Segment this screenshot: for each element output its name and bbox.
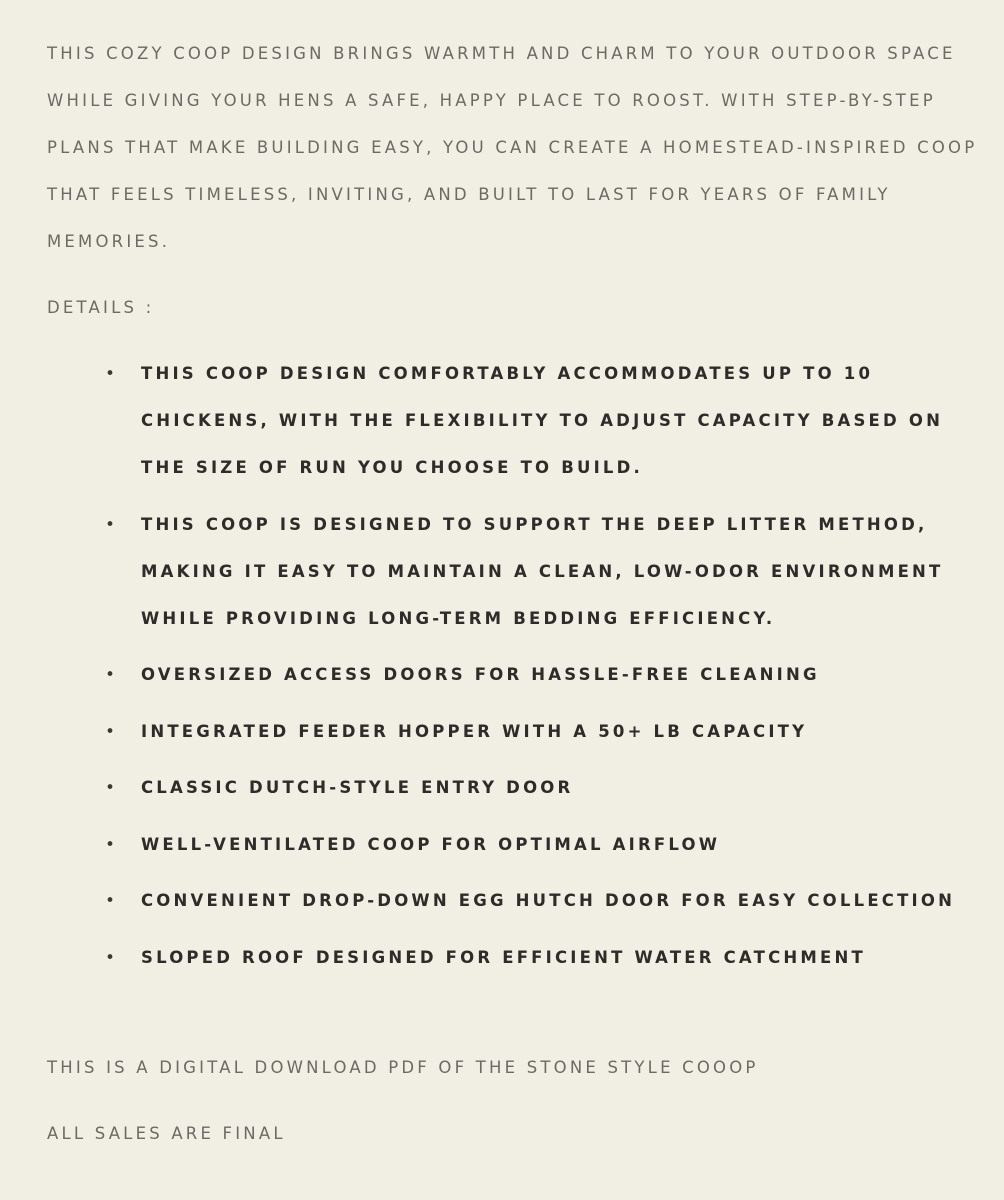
feature-item [0, 501, 961, 642]
feature-text: THIS COOP DESIGN COMFORTABLY ACCOMMODATES UP TO 10 CHICKENS, WITH THE FLEXIBILITY TO ADJUST CAPACITY BASED ON THE SIZE OF RUN YOU CHOOSE TO BUILD. [141, 364, 944, 477]
feature-text: OVERSIZED ACCESS DOORS FOR HASSLE-FREE CLEANING [141, 665, 820, 684]
sales-policy-note: ALL SALES ARE FINAL [47, 1124, 286, 1143]
bullet-icon: • [105, 364, 115, 383]
feature-item [0, 934, 961, 981]
digital-download-note: THIS IS A DIGITAL DOWNLOAD PDF OF THE STONE STYLE COOOP [47, 1058, 759, 1077]
feature-item [0, 350, 961, 491]
bullet-icon: • [105, 514, 115, 534]
intro-paragraph: THIS COZY COOP DESIGN BRINGS WARMTH AND CHARM TO YOUR OUTDOOR SPACE WHILE GIVING YOUR HENS A SAFE, HAPPY PLACE TO ROOST. WITH STEP-BY-STEP PLANS THAT MAKE BUILDING EASY, YOU CAN CREATE A HOMESTEAD-INSPIRED COOP THAT FEELS TIMELESS, INVITING, AND BUILT TO LAST FOR YEARS OF FAMILY MEMORIES. [47, 44, 978, 251]
feature-text: WELL-VENTILATED COOP FOR OPTIMAL AIRFLOW [141, 834, 721, 854]
feature-text: INTEGRATED FEEDER HOPPER WITH A 50+ LB CAPACITY [141, 721, 808, 741]
feature-text: CLASSIC DUTCH-STYLE ENTRY DOOR [141, 778, 574, 797]
feature-item [0, 821, 961, 868]
feature-text: SLOPED ROOF DESIGNED FOR EFFICIENT WATER CATCHMENT [141, 947, 866, 967]
details-heading: DETAILS : [47, 298, 155, 317]
features-list [0, 350, 1004, 990]
feature-text: CONVENIENT DROP-DOWN EGG HUTCH DOOR FOR EASY COLLECTION [141, 891, 956, 910]
bullet-icon: • [105, 778, 115, 797]
feature-item [0, 651, 961, 698]
feature-text: THIS COOP IS DESIGNED TO SUPPORT THE DEEP LITTER METHOD, MAKING IT EASY TO MAINTAIN A CLEAN, LOW-ODOR ENVIRONMENT WHILE PROVIDING LONG-TERM BEDDING EFFICIENCY. [141, 514, 944, 628]
bullet-icon: • [105, 665, 115, 684]
bullet-icon: • [105, 721, 115, 741]
feature-item [0, 764, 961, 811]
bullet-icon: • [105, 947, 115, 967]
bullet-icon: • [105, 891, 115, 910]
feature-item [0, 877, 961, 924]
feature-item [0, 708, 961, 755]
bullet-icon: • [105, 834, 115, 854]
